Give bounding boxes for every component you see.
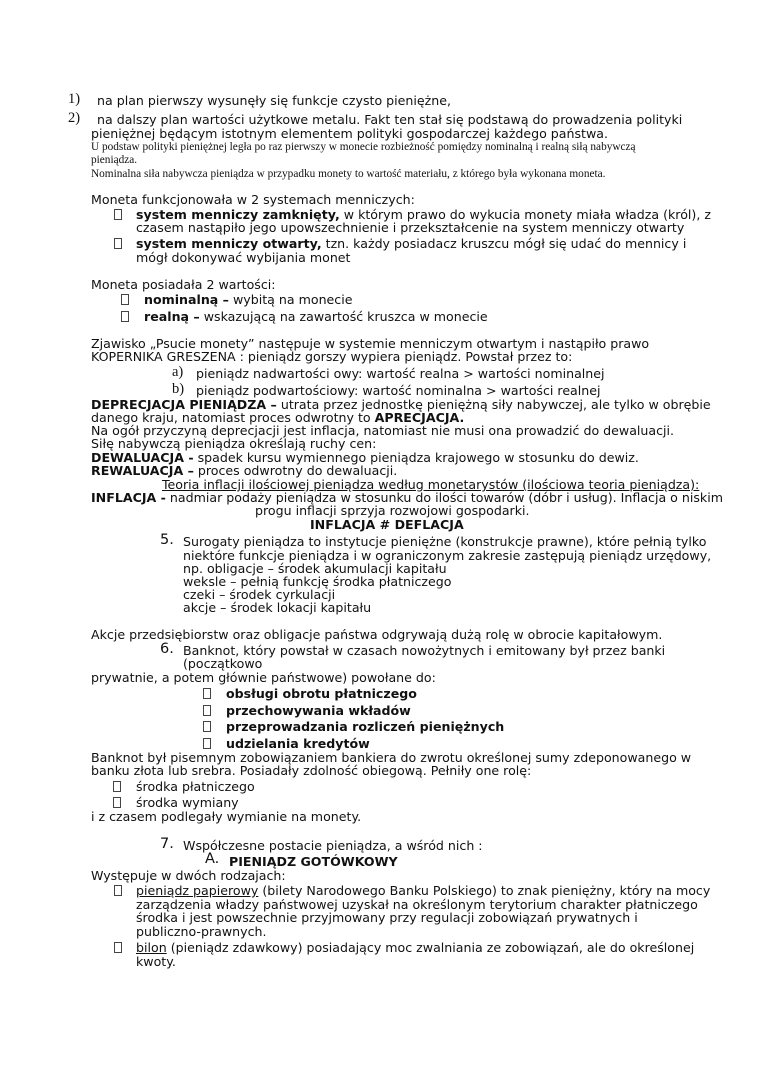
checkbox-bullet-icon bbox=[203, 688, 211, 699]
definition: wskazującą na zawartość kruszca w monecie bbox=[199, 309, 488, 324]
term: APRECJACJA. bbox=[374, 410, 465, 425]
paragraph: KOPERNIKA GRESZENA : pieniądz gorszy wypiera pieniądz. Powstał przez to: bbox=[91, 349, 573, 364]
list-item: środka wymiany bbox=[136, 795, 239, 810]
list-item-cont: mógł dokonywać wybijania monet bbox=[136, 250, 351, 265]
list-letter: A. bbox=[205, 851, 220, 867]
list-letter: b) bbox=[172, 381, 185, 397]
list-item: przeprowadzania rozliczeń pieniężnych bbox=[226, 719, 505, 734]
note-line: U podstaw polityki pieniężnej legła po raz pierwszy w monecie rozbieżność pomiędzy nominalną i realną siłą nabywczą bbox=[91, 141, 636, 153]
paragraph: np. obligacje – środek akumulacji kapitału bbox=[183, 561, 447, 576]
paragraph: Moneta funkcjonowała w 2 systemach menniczych: bbox=[91, 192, 415, 207]
definition: (bilety Narodowego Banku Polskiego) to znak pieniężny, który na mocy bbox=[258, 883, 711, 898]
paragraph: czeki – środek cyrkulacji bbox=[183, 587, 336, 602]
definition-cont: progu inflacji sprzyja rozwojowi gospodarki. bbox=[255, 503, 530, 518]
definition: (pieniądz zdawkowy) posiadający moc zwalniania ze zobowiązań, ale do określonej bbox=[166, 940, 695, 955]
list-number: 7. bbox=[160, 836, 174, 852]
term: system menniczy otwarty, bbox=[136, 236, 322, 251]
paragraph: Akcje przedsiębiorstw oraz obligacje państwa odgrywają dużą rolę w obrocie kapitałowym. bbox=[91, 627, 663, 642]
term: INFLACJA - bbox=[91, 490, 166, 505]
paragraph: Występuje w dwóch rodzajach: bbox=[91, 868, 286, 883]
checkbox-bullet-icon bbox=[113, 781, 121, 792]
paragraph: i z czasem podlegały wymianie na monety. bbox=[91, 809, 362, 824]
list-item-cont: kwoty. bbox=[136, 954, 176, 969]
term: realną – bbox=[144, 309, 200, 324]
list-item bbox=[144, 310, 488, 324]
list-number: 6. bbox=[160, 641, 174, 657]
term: bilon bbox=[136, 940, 167, 955]
paragraph: Moneta posiadała 2 wartości: bbox=[91, 277, 276, 292]
term: nominalną – bbox=[144, 292, 229, 307]
paragraph: weksle – pełnią funkcję środka płatniczego bbox=[183, 574, 452, 589]
list-item: pieniądz podwartościowy: wartość nominalna > wartości realnej bbox=[196, 383, 601, 398]
list-item: na plan pierwszy wysunęły się funkcje czysto pieniężne, bbox=[97, 93, 451, 108]
checkbox-bullet-icon bbox=[114, 942, 122, 953]
list-item: udzielania kredytów bbox=[226, 736, 370, 751]
paragraph: Surogaty pieniądza to instytucje pieniężne (konstrukcje prawne), które pełnią tylko bbox=[183, 534, 707, 549]
paragraph: Siłę nabywczą pieniądza określają ruchy cen: bbox=[91, 436, 377, 451]
checkbox-bullet-icon bbox=[203, 705, 211, 716]
term: DEPRECJACJA PIENIĄDZA – bbox=[91, 397, 277, 412]
list-item-cont: czasem nastąpiło jego upowszechnienie i przekształcenie na system menniczy otwarty bbox=[136, 220, 685, 235]
list-item-cont: publiczno-prawnych. bbox=[136, 924, 267, 939]
list-number: 1) bbox=[68, 91, 81, 107]
term: pieniądz papierowy bbox=[136, 883, 259, 898]
section-heading: PIENIĄDZ GOTÓWKOWY bbox=[229, 854, 398, 869]
list-item bbox=[136, 237, 686, 251]
formula: INFLACJA # DEFLACJA bbox=[310, 517, 464, 532]
list-item: środka płatniczego bbox=[136, 779, 255, 794]
list-item-cont: zarządzenia władzy państwowej uzyskał na określonym terytorium charakter płatniczego bbox=[136, 897, 698, 912]
list-item: obsługi obrotu płatniczego bbox=[226, 686, 417, 701]
definition: nadmiar podaży pieniądza w stosunku do ilości towarów (dóbr i usług). Inflacja o niskim bbox=[165, 490, 723, 505]
paragraph: banku złota lub srebra. Posiadały zdolność obiegową. Pełniły one rolę: bbox=[91, 763, 532, 778]
term: DEWALUACJA - bbox=[91, 450, 194, 465]
checkbox-bullet-icon bbox=[121, 294, 129, 305]
list-number: 5. bbox=[160, 532, 174, 548]
definition: wybitą na monecie bbox=[228, 292, 353, 307]
list-letter: a) bbox=[172, 364, 184, 380]
paragraph: Zjawisko „Psucie monety” następuje w systemie menniczym otwartym i nastąpiło prawo bbox=[91, 336, 650, 351]
term: REWALUACJA – bbox=[91, 463, 194, 478]
list-item: na dalszy plan wartości użytkowe metalu. Fakt ten stał się podstawą do prowadzenia polityki bbox=[97, 112, 683, 127]
note-line: Nominalna siła nabywcza pieniądza w przypadku monety to wartość materiału, z którego była wykonana moneta. bbox=[91, 168, 606, 180]
definition: danego kraju, natomiast proces odwrotny to bbox=[91, 410, 375, 425]
paragraph: Współczesne postacie pieniądza, a wśród nich : bbox=[183, 838, 483, 853]
definition: utrata przez jednostkę pieniężną siły nabywczej, ale tylko w obrębie bbox=[276, 397, 711, 412]
definition: w którym prawo do wykucia monety miała władza (król), z bbox=[339, 207, 711, 222]
checkbox-bullet-icon bbox=[114, 209, 122, 220]
paragraph: (początkowo bbox=[183, 656, 263, 671]
paragraph: niektóre funkcje pieniądza i w ograniczonym zakresie zastępują pieniądz urzędowy, bbox=[183, 548, 712, 563]
checkbox-bullet-icon bbox=[114, 238, 122, 249]
list-item bbox=[136, 941, 694, 955]
checkbox-bullet-icon bbox=[203, 721, 211, 732]
list-item-cont: pieniężnej będącym istotnym elementem polityki gospodarczej każdego państwa. bbox=[91, 126, 609, 141]
note-line: pieniądza. bbox=[91, 154, 138, 166]
paragraph: akcje – środek lokacji kapitału bbox=[183, 600, 372, 615]
list-item bbox=[136, 884, 710, 898]
paragraph: prywatnie, a potem głównie państwowe) powołane do: bbox=[91, 670, 436, 685]
paragraph: Banknot był pisemnym zobowiązaniem bankiera do zwrotu określonej sumy zdeponowanego w bbox=[91, 750, 692, 765]
checkbox-bullet-icon bbox=[203, 738, 211, 749]
section-heading: Teoria inflacji ilościowej pieniądza według monetarystów (ilościowa teoria pieniądza): bbox=[162, 477, 700, 492]
definition: spadek kursu wymiennego pieniądza krajowego w stosunku do dewiz. bbox=[193, 450, 639, 465]
definition: tzn. każdy posiadacz kruszcu mógł się udać do mennicy i bbox=[321, 236, 687, 251]
list-item: pieniądz nadwartości owy: wartość realna > wartości nominalnej bbox=[196, 366, 605, 381]
checkbox-bullet-icon bbox=[113, 797, 121, 808]
checkbox-bullet-icon bbox=[114, 885, 122, 896]
paragraph: Na ogół przyczyną deprecjacji jest inflacja, natomiast nie musi ona prowadzić do dewaluacji. bbox=[91, 423, 675, 438]
list-item: przechowywania wkładów bbox=[226, 703, 411, 718]
list-number: 2) bbox=[68, 110, 81, 126]
definition-line bbox=[91, 464, 397, 478]
paragraph: Banknot, który powstał w czasach nowożytnych i emitowany był przez banki bbox=[183, 643, 666, 658]
list-item-cont: środka i jest powszechnie przyjmowany przy regulacji zobowiązań prywatnych i bbox=[136, 910, 638, 925]
definition: proces odwrotny do dewaluacji. bbox=[193, 463, 398, 478]
list-item bbox=[144, 293, 352, 307]
checkbox-bullet-icon bbox=[121, 311, 129, 322]
term: system menniczy zamknięty, bbox=[136, 207, 340, 222]
